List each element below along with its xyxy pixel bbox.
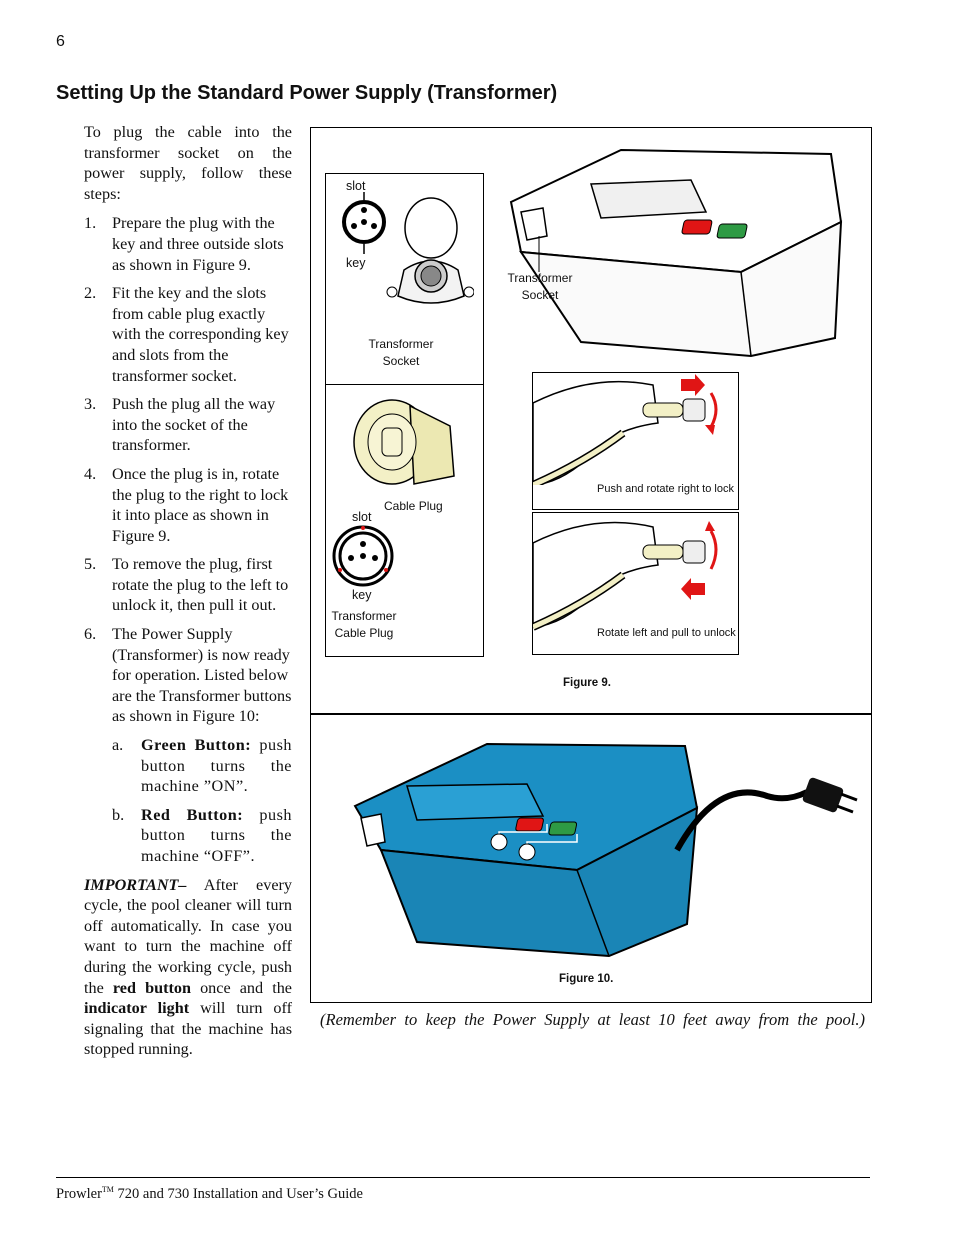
step-text: Prepare the plug with the key and three outside slots as shown in Figure 9. <box>112 214 284 274</box>
important-red-button: red button <box>112 978 191 997</box>
step-item <box>84 624 292 727</box>
step-number: 5. <box>84 555 97 574</box>
step-number: 6. <box>84 625 97 644</box>
page-number: 6 <box>56 33 65 50</box>
intro-paragraph: To plug the cable into the transformer socket on the power supply, follow these steps: <box>84 123 292 203</box>
step-number: 3. <box>84 395 97 414</box>
substep-text: push button turns the machine ”ON”. <box>141 736 292 796</box>
plug-face-illustration <box>330 524 400 590</box>
step-text: Push the plug all the way into the socket of the transformer. <box>112 395 276 455</box>
page-title: Setting Up the Standard Power Supply (Transformer) <box>56 82 558 104</box>
important-text: once and the <box>190 978 292 997</box>
important-note <box>84 875 292 1060</box>
remember-note: (Remember to keep the Power Supply at least 10 feet away from the pool.) <box>320 1010 865 1029</box>
substep-text: push button turns the machine “OFF”. <box>141 805 292 865</box>
plug-slot-label: slot <box>352 510 372 524</box>
step-number: 2. <box>84 284 97 303</box>
hand-plug-unlock-illustration <box>533 513 738 631</box>
blue-transformer-illustration <box>347 738 867 968</box>
important-text: After every cycle, the pool cleaner will turn off automatically. In case you want to turn the machine off during the working cycle, push the <box>84 875 292 997</box>
socket-caption-line: Socket <box>382 354 420 368</box>
unlock-panel <box>532 512 739 655</box>
step-item <box>84 464 292 546</box>
footer-rule <box>56 1177 870 1178</box>
footer-trademark: TM <box>101 1185 114 1194</box>
plug-caption <box>330 608 398 642</box>
hand-plug-lock-illustration <box>533 373 738 485</box>
step-number: 4. <box>84 464 97 483</box>
substep-bold: Red Button: <box>141 805 244 824</box>
substep-letter: a. <box>112 736 124 755</box>
important-text: will turn off signaling that the machine has stopped running. <box>84 999 293 1059</box>
socket-caption-line: Transformer <box>368 337 434 351</box>
step-text: The Power Supply (Transformer) is now ready for operation. Listed below are the Transformer buttons as shown in Figure 10: <box>112 625 292 726</box>
step-item <box>84 213 292 275</box>
plug-caption-line: Cable Plug <box>334 626 394 640</box>
instructions-column <box>84 122 292 1060</box>
divider <box>326 384 483 385</box>
step-item <box>84 554 292 616</box>
unit-socket-label-line: Transformer <box>507 271 573 285</box>
important-lead: IMPORTANT– <box>84 875 187 894</box>
figure-9-caption: Figure 9. <box>563 677 611 689</box>
lock-caption: Push and rotate right to lock <box>597 483 734 495</box>
footer-guide-title: 720 and 730 Installation and User’s Guide <box>113 1185 363 1202</box>
figure-10 <box>310 713 872 1003</box>
transformer-unit-illustration <box>501 142 861 364</box>
step-item <box>84 283 292 386</box>
unit-socket-label <box>507 270 573 304</box>
footer-text <box>56 1185 363 1203</box>
unlock-caption: Rotate left and pull to unlock <box>597 627 736 639</box>
connector-detail-box <box>325 173 484 657</box>
step-text: Once the plug is in, rotate the plug to the right to lock it into place as shown in Figure 9. <box>112 464 289 545</box>
substep-letter: b. <box>112 805 125 824</box>
plug-caption-line: Transformer <box>331 609 397 623</box>
unit-socket-label-line: Socket <box>521 288 559 302</box>
step-text: To remove the plug, first rotate the plug to the left to unlock it, then pull it out. <box>112 555 289 615</box>
lock-panel <box>532 372 739 510</box>
transformer-socket-illustration <box>334 192 474 312</box>
socket-slot-label: slot <box>346 179 366 193</box>
cable-plug-illustration <box>350 396 474 496</box>
plug-key-label: key <box>352 588 372 602</box>
substep-bold: Green Button: <box>141 736 252 755</box>
important-indicator: indicator light <box>84 999 190 1018</box>
step-number: 1. <box>84 214 97 233</box>
figure-9 <box>310 127 872 715</box>
step-text: Fit the key and the slots from cable plug exactly with the corresponding key and slots from the transformer socket. <box>112 284 289 385</box>
step-item <box>84 394 292 456</box>
socket-caption <box>346 336 456 370</box>
substep-item <box>112 735 292 797</box>
figure-10-caption: Figure 10. <box>559 973 614 985</box>
cable-plug-label: Cable Plug <box>384 499 443 513</box>
footer-brand: Prowler <box>56 1185 102 1202</box>
substep-item <box>112 805 292 867</box>
socket-key-label: key <box>346 256 366 270</box>
